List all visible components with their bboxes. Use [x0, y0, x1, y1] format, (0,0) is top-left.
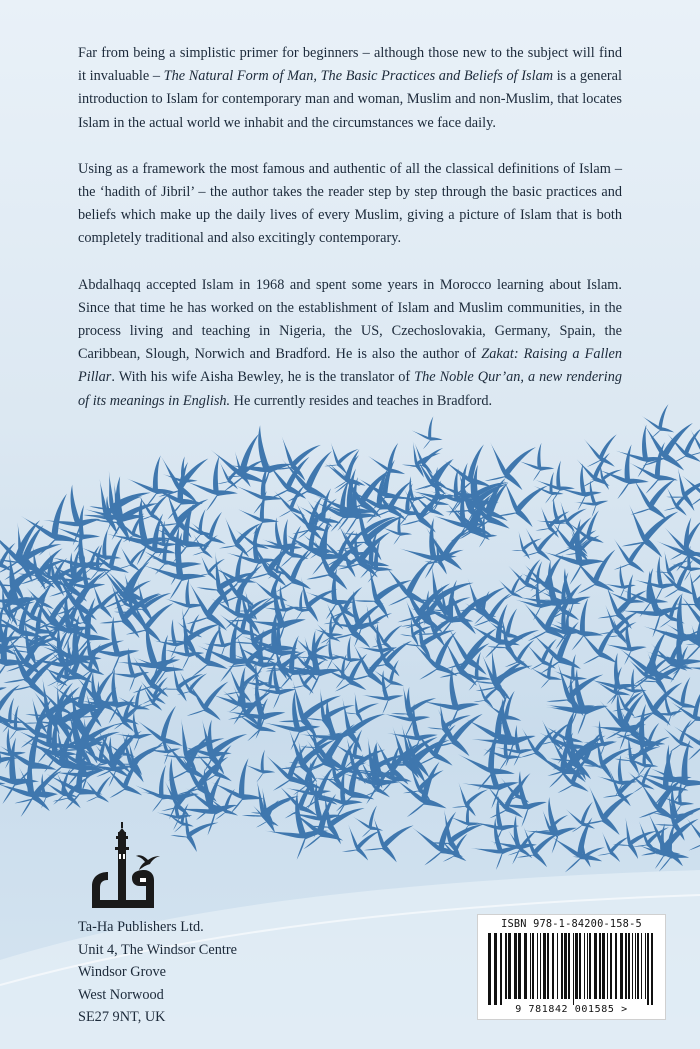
- bird-silhouette: [468, 795, 521, 848]
- barcode-bar: [599, 933, 601, 999]
- barcode-bars: [484, 933, 659, 1005]
- bird-silhouette: [258, 690, 322, 754]
- barcode-bar: [589, 933, 591, 999]
- bird-silhouette: [193, 617, 259, 685]
- book-title-italic: The Natural Form of Man, The Basic Practices and Beliefs of Islam: [163, 68, 554, 85]
- barcode-bar: [620, 933, 623, 999]
- barcode-bar: [508, 933, 511, 999]
- barcode-bar: [610, 933, 612, 999]
- blurb-paragraph-2: Using as a framework the most famous and authentic of all the classical definitions of Islam – the ‘hadith of Jibril’ – the author takes the reader step by step through the basic practices and beliefs which make up the daily lives of every Muslim, giving a picture of Islam that is both completely traditional and also excitingly contemporary.: [78, 160, 622, 247]
- publisher-address: [78, 916, 237, 1029]
- barcode-bar: [530, 933, 531, 999]
- barcode-bar: [635, 933, 636, 999]
- bird-silhouette: [638, 592, 700, 664]
- barcode-bar: [573, 933, 574, 1005]
- barcode-bar: [584, 933, 585, 999]
- author-bio-paragraph: [78, 274, 622, 413]
- bird-silhouette: [514, 721, 557, 765]
- barcode-bar: [552, 933, 554, 999]
- barcode-bar: [505, 933, 507, 999]
- bird-silhouette: [627, 765, 654, 794]
- back-cover-blurb: [78, 42, 622, 436]
- barcode-bar: [557, 933, 558, 999]
- bird-silhouette: [136, 706, 184, 755]
- barcode-bar: [625, 933, 627, 999]
- barcode-bar: [594, 933, 597, 999]
- barcode-bar: [645, 933, 646, 999]
- bird-silhouette: [379, 512, 413, 547]
- bird-silhouette: [181, 455, 239, 514]
- isbn-label: ISBN 978-1-84200-158-5: [501, 918, 642, 930]
- barcode-bar: [532, 933, 534, 999]
- barcode-digits: 9 781842 001585 >: [515, 1004, 628, 1015]
- bird-silhouette: [663, 519, 700, 561]
- barcode-bar: [543, 933, 546, 999]
- bird-silhouette: [123, 455, 177, 511]
- bird-silhouette: [600, 619, 648, 668]
- bird-silhouette: [548, 817, 603, 874]
- barcode-bar: [547, 933, 549, 999]
- bio-text-c: . With his wife Aisha Bewley, he is the translator of: [111, 369, 415, 386]
- bird-silhouette: [634, 823, 682, 871]
- address-line-postcode: SE27 9NT, UK: [78, 1009, 166, 1026]
- barcode-bar: [564, 933, 567, 999]
- address-line-unit: Unit 4, The Windsor Centre: [78, 941, 237, 958]
- barcode-bar: [607, 933, 608, 999]
- bird-silhouette: [337, 818, 381, 863]
- barcode-bar: [637, 933, 639, 999]
- barcode-bar: [494, 933, 497, 1005]
- barcode-bar: [518, 933, 521, 999]
- barcode-bar: [537, 933, 538, 999]
- barcode-bar: [587, 933, 588, 999]
- bird-silhouette: [515, 443, 555, 484]
- bird-silhouette: [386, 679, 437, 730]
- barcode-bar: [514, 933, 517, 999]
- barcode-bar: [651, 933, 653, 1005]
- barcode-bar: [500, 933, 502, 1005]
- barcode-bar: [628, 933, 630, 999]
- barcode-bar: [579, 933, 581, 999]
- address-line-name: Ta-Ha Publishers Ltd.: [78, 919, 204, 935]
- blurb-paragraph-1: [78, 42, 622, 135]
- bird-silhouette: [537, 572, 582, 618]
- barcode-bar: [632, 933, 633, 999]
- quran-title-italic: The Noble Qur’an, a new rendering of its meanings in English.: [78, 369, 622, 409]
- bird-flock-group: [0, 404, 700, 874]
- barcode-bar: [602, 933, 605, 999]
- barcode-bar: [647, 933, 649, 1005]
- zakat-title-italic: Zakat: Raising a Fallen Pillar: [78, 346, 622, 386]
- barcode-bar: [540, 933, 541, 999]
- taha-publisher-logo: [88, 820, 162, 910]
- bird-silhouette: [594, 598, 640, 645]
- bio-text-e: He currently resides and teaches in Bradford.: [230, 392, 493, 409]
- bird-silhouette: [486, 814, 539, 867]
- bird-silhouette: [279, 448, 334, 505]
- barcode-bar: [561, 933, 563, 999]
- address-line-street: Windsor Grove: [78, 964, 166, 981]
- isbn-barcode: [477, 914, 666, 1020]
- bio-text-a: Abdalhaqq accepted Islam in 1968 and spent some years in Morocco learning about Islam. Since that time he has worked on the establishment of Islam and Muslim communities, in the process living and teaching in Nigeria, the US, Czechoslovakia, Germany, Spain, the Caribbean, Slough, Norwich and Bradford. He is also the author of: [78, 276, 622, 363]
- barcode-bar: [641, 933, 642, 999]
- bird-silhouette: [242, 749, 276, 784]
- bird-silhouette: [518, 521, 560, 564]
- address-line-area: West Norwood: [78, 986, 164, 1003]
- barcode-bar: [488, 933, 491, 1005]
- bird-silhouette: [581, 432, 617, 470]
- blurb-p1-text-c: is a general introduction to Islam for contemporary man and woman, Muslim and non-Muslim, that locates Islam in the actual world we inhabit and the circumstances we face daily.: [78, 68, 622, 131]
- barcode-bar: [575, 933, 578, 999]
- barcode-bar: [524, 933, 527, 999]
- barcode-bar: [568, 933, 570, 999]
- barcode-bar: [615, 933, 617, 999]
- blurb-p1-text-a: Far from being a simplistic primer for beginners – although those new to the subject will find it invaluable –: [78, 45, 622, 85]
